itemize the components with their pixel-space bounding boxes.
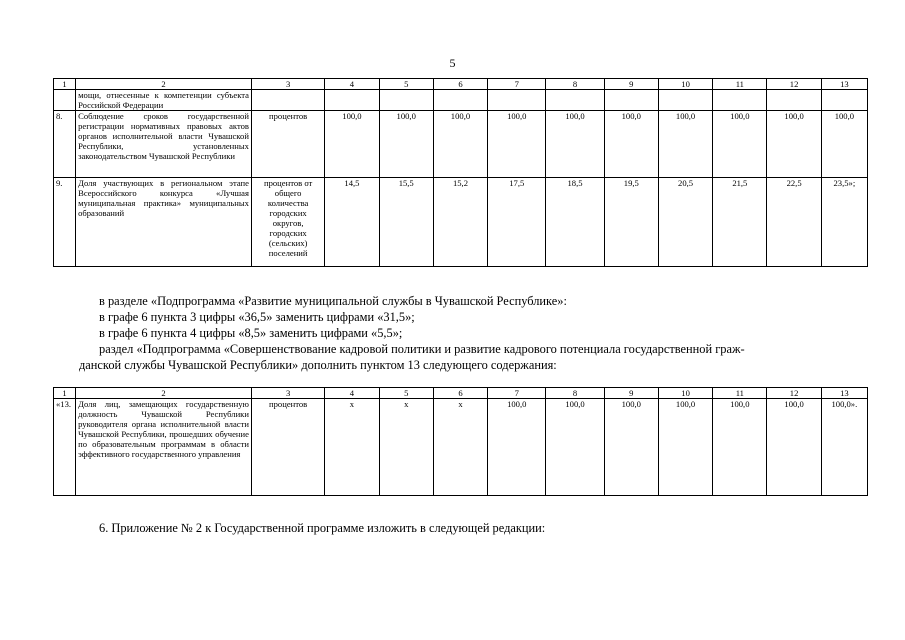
table-header-row [54, 79, 868, 90]
value-cell: 100,0 [488, 399, 546, 496]
value-cell: 14,5 [325, 178, 379, 267]
value-cell: 15,2 [433, 178, 487, 267]
table-row [54, 178, 868, 267]
column-header: 12 [767, 79, 821, 90]
value-cell: 22,5 [767, 178, 821, 267]
final-paragraph: 6. Приложение № 2 к Государственной программе изложить в следующей редакции: [99, 521, 546, 535]
column-header: 2 [76, 388, 252, 399]
value-cell [546, 90, 604, 111]
indicator-name: Доля лиц, замещающих государственную должность Чувашской Республики руководителя органа исполнительной власти Чувашской Республики, прошедших обучение по образовательным программам в области эффективного государственного управления [76, 399, 252, 496]
column-header: 9 [604, 388, 658, 399]
value-cell [433, 90, 487, 111]
value-cell: 17,5 [488, 178, 546, 267]
column-header: 5 [379, 79, 433, 90]
value-cell [821, 90, 867, 111]
paragraph: данской службы Чувашской Республики» дополнить пунктом 13 следующего содержания: [79, 358, 557, 372]
value-cell: 100,0 [379, 111, 433, 178]
indicators-table-1 [53, 78, 868, 267]
value-cell: 100,0 [767, 111, 821, 178]
value-cell: x [325, 399, 379, 496]
column-header: 7 [488, 79, 546, 90]
indicators-table-2 [53, 387, 868, 496]
paragraph: в графе 6 пункта 3 цифры «36,5» заменить цифрами «31,5»; [99, 310, 415, 324]
table-row [54, 399, 868, 496]
value-cell: 100,0 [767, 399, 821, 496]
value-cell: 100,0 [604, 111, 658, 178]
column-header: 11 [713, 388, 767, 399]
value-cell [713, 90, 767, 111]
column-header: 13 [821, 79, 867, 90]
column-header: 3 [251, 388, 324, 399]
column-header: 8 [546, 79, 604, 90]
value-cell: 100,0 [488, 111, 546, 178]
column-header: 5 [379, 388, 433, 399]
value-cell: 100,0 [546, 111, 604, 178]
indicator-unit [251, 90, 324, 111]
value-cell [488, 90, 546, 111]
row-number: 9. [54, 178, 76, 267]
paragraph: в разделе «Подпрограмма «Развитие муниципальной службы в Чувашской Республике»: [99, 294, 567, 308]
value-cell: x [379, 399, 433, 496]
value-cell [325, 90, 379, 111]
table-row [54, 90, 868, 111]
value-cell [658, 90, 712, 111]
column-header: 1 [54, 79, 76, 90]
indicator-unit: процентов от общего количества городских округов, городских (сельских) поселений [251, 178, 324, 267]
value-cell: 21,5 [713, 178, 767, 267]
column-header: 6 [433, 388, 487, 399]
value-cell: 100,0 [713, 399, 767, 496]
table-row [54, 111, 868, 178]
indicator-unit: процентов [251, 111, 324, 178]
value-cell [767, 90, 821, 111]
column-header: 12 [767, 388, 821, 399]
value-cell: 100,0 [658, 399, 712, 496]
value-cell: 100,0 [713, 111, 767, 178]
indicator-name: мощи, отнесенные к компетенции субъекта Российской Федерации [76, 90, 252, 111]
paragraph: в графе 6 пункта 4 цифры «8,5» заменить цифрами «5,5»; [99, 326, 403, 340]
table-header-row [54, 388, 868, 399]
value-cell: 19,5 [604, 178, 658, 267]
column-header: 7 [488, 388, 546, 399]
column-header: 2 [76, 79, 252, 90]
column-header: 13 [821, 388, 867, 399]
indicator-name: Соблюдение сроков государственной регистрации нормативных правовых актов органов исполнительной власти Чувашской Республики, установленных законодательством Чувашской Республики [76, 111, 252, 178]
value-cell: 100,0 [658, 111, 712, 178]
value-cell [604, 90, 658, 111]
value-cell: 100,0 [821, 111, 867, 178]
value-cell: 23,5»; [821, 178, 867, 267]
value-cell: 100,0». [821, 399, 867, 496]
indicator-unit: процентов [251, 399, 324, 496]
paragraph: раздел «Подпрограмма «Совершенствование кадровой политики и развитие кадрового потенциала государственной граж- [99, 342, 745, 356]
column-header: 10 [658, 79, 712, 90]
value-cell: 100,0 [325, 111, 379, 178]
value-cell: 20,5 [658, 178, 712, 267]
column-header: 1 [54, 388, 76, 399]
row-number [54, 90, 76, 111]
column-header: 8 [546, 388, 604, 399]
column-header: 10 [658, 388, 712, 399]
value-cell: 100,0 [604, 399, 658, 496]
value-cell [379, 90, 433, 111]
column-header: 4 [325, 79, 379, 90]
value-cell: 18,5 [546, 178, 604, 267]
column-header: 4 [325, 388, 379, 399]
column-header: 11 [713, 79, 767, 90]
row-number: 8. [54, 111, 76, 178]
value-cell: x [433, 399, 487, 496]
column-header: 6 [433, 79, 487, 90]
value-cell: 100,0 [546, 399, 604, 496]
column-header: 9 [604, 79, 658, 90]
value-cell: 15,5 [379, 178, 433, 267]
column-header: 3 [251, 79, 324, 90]
indicator-name: Доля участвующих в региональном этапе Всероссийского конкурса «Лучшая муниципальная практика» муниципальных образований [76, 178, 252, 267]
page-number: 5 [449, 56, 456, 70]
row-number: «13. [54, 399, 76, 496]
value-cell: 100,0 [433, 111, 487, 178]
